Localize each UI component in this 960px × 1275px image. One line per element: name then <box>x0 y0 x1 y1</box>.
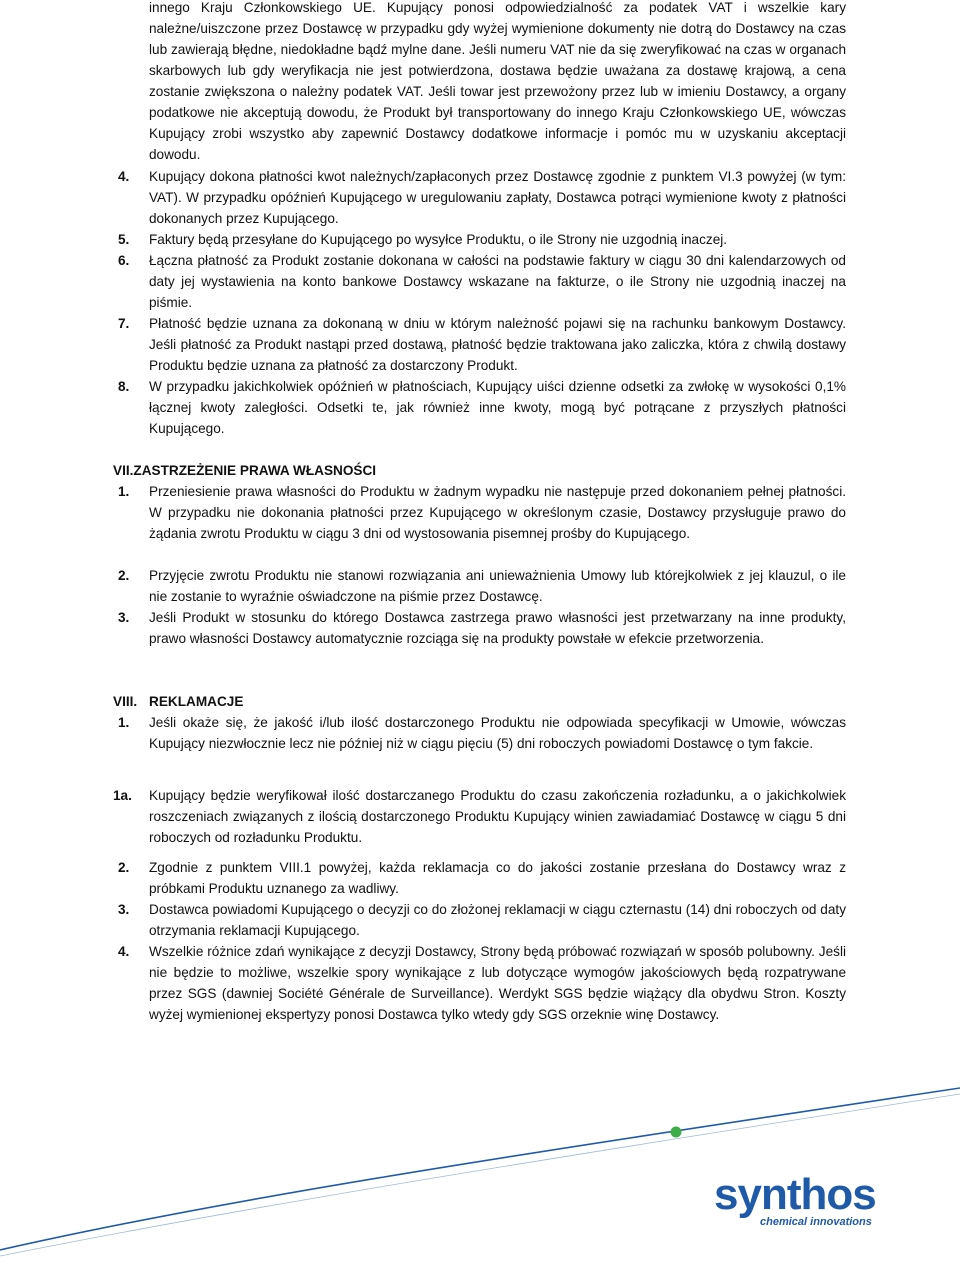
section-heading-viii-number: VIII. <box>113 694 138 709</box>
item-number: 3. <box>118 902 130 917</box>
item-number: 3. <box>118 610 130 625</box>
list-item-text: Dostawca powiadomi Kupującego o decyzji co do złożonej reklamacji w ciągu czternastu (14) dni roboczych od daty otrzymania reklamacji Kupującego. <box>149 902 846 938</box>
list-item-text: Kupujący będzie weryfikował ilość dostarczanego Produktu do czasu zakończenia rozładunku, a o jakichkolwiek roszczeniach związanych z ilością dostarczonego Produktu Kupujący winien zawiadamiać Dostawcę w ciągu 5 dni roboczych od rozładunku Produktu. <box>149 788 846 845</box>
item-number: 1a. <box>113 788 132 803</box>
synthos-logo <box>712 1168 887 1230</box>
intro-paragraph: innego Kraju Członkowskiego UE. Kupujący ponosi odpowiedzialność za podatek VAT i wszelkie kary należne/uiszczone przez Dostawcę w przypadku gdy wyżej wymienione dokumenty nie dotrą do Dostawcy na czas lub zawierają błędne, niedokładne bądź mylne dane. Jeśli numeru VAT nie da się zweryfikować na czas w organach skarbowych lub gdy weryfikacja nie jest potwierdzona, dostawa będzie uważana za dostawę krajową, a cena zostanie zwiększona o należny podatek VAT. Jeśli towar jest przewożony przez lub w imieniu Dostawcy, a organy podatkowe nie akceptują dowodu, że Produkt był transportowany do innego Kraju Członkowskiego UE, wówczas Kupujący zrobi wszystko aby zapewnić Dostawcy dodatkowe informacje i pomóc mu w uzyskaniu akceptacji dowodu. <box>149 0 846 162</box>
logo-tagline: chemical innovations <box>760 1216 872 1228</box>
section-heading-viii-title: REKLAMACJE <box>149 694 244 709</box>
item-number: 5. <box>118 232 130 247</box>
list-item-text: Przyjęcie zwrotu Produktu nie stanowi rozwiązania ani unieważnienia Umowy lub którejkolwiek z jej klauzul, o ile nie zostanie to wyraźnie oświadczone na piśmie przez Dostawcę. <box>149 568 846 604</box>
item-number: 2. <box>118 568 130 583</box>
item-number: 1. <box>118 484 130 499</box>
item-number: 2. <box>118 860 130 875</box>
list-item-text: Faktury będą przesyłane do Kupującego po wysyłce Produktu, o ile Strony nie uzgodnią inaczej. <box>149 232 728 247</box>
list-item-text: Jeśli Produkt w stosunku do którego Dostawca zastrzega prawo własności jest przetwarzany na inne produkty, prawo własności Dostawcy automatycznie rozciąga się na produkty powstałe w efekcie przetworzenia. <box>149 610 846 646</box>
item-number: 8. <box>118 379 130 394</box>
section-heading-vii: VII.ZASTRZEŻENIE PRAWA WŁASNOŚCI <box>113 463 377 478</box>
item-number: 6. <box>118 253 130 268</box>
item-number: 4. <box>118 944 130 959</box>
item-number: 4. <box>118 169 130 184</box>
item-number: 7. <box>118 316 130 331</box>
list-item-text: Wszelkie różnice zdań wynikające z decyzji Dostawcy, Strony będą próbować rozwiązań w sposób polubowny. Jeśli nie będzie to możliwe, wszelkie spory wynikające z lub dotyczące wymogów jakościowych będą rozpatrywane przez SGS (dawniej Société Générale de Surveillance). Werdykt SGS będzie wiążący dla obydwu Stron. Koszty wyżej wymienionej ekspertyzy ponosi Dostawca tylko wtedy gdy SGS orzeknie winę Dostawcy. <box>149 944 846 1022</box>
item-number: 1. <box>118 715 130 730</box>
list-item-text: Płatność będzie uznana za dokonaną w dniu w którym należność pojawi się na rachunku bankowym Dostawcy. Jeśli płatność za Produkt nastąpi przed dostawą, płatność będzie traktowana jako zaliczka, która z chwilą dostawy Produktu będzie uznana za płatność za dostarczony Produkt. <box>149 316 846 373</box>
list-item-text: Jeśli okaże się, że jakość i/lub ilość dostarczonego Produktu nie odpowiada specyfikacji w Umowie, wówczas Kupujący niezwłocznie lecz nie później niż w ciągu pięciu (5) dni roboczych powiadomi Dostawcę o tym fakcie. <box>149 715 846 751</box>
list-item-text: Zgodnie z punktem VIII.1 powyżej, każda reklamacja co do jakości zostanie przesłana do Dostawcy wraz z próbkami Produktu uznanego za wadliwy. <box>149 860 846 896</box>
list-item-text: Łączna płatność za Produkt zostanie dokonana w całości na podstawie faktury w ciągu 30 dni kalendarzowych od daty jej wystawienia na konto bankowe Dostawcy wskazane na fakturze, o ile Strony nie uzgodnią inaczej na piśmie. <box>149 253 846 310</box>
logo-wordmark: synthos <box>714 1170 876 1219</box>
list-item-text: Kupujący dokona płatności kwot należnych/zapłaconych przez Dostawcę zgodnie z punktem VI.3 powyżej (w tym: VAT). W przypadku opóźnień Kupującego w uregulowaniu zapłaty, Dostawca potrąci wymienione kwoty z płatności dokonanych przez Kupującego. <box>149 169 846 226</box>
footer-green-dot <box>671 1127 682 1138</box>
list-item-text: Przeniesienie prawa własności do Produktu w żadnym wypadku nie następuje przed dokonaniem pełnej płatności. W przypadku nie dokonania płatności przez Kupującego w określonym czasie, Dostawcy przysługuje prawo do żądania zwrotu Produktu w ciągu 3 dni od wystosowania pisemnej prośby do Kupującego. <box>149 484 846 541</box>
list-item-text: W przypadku jakichkolwiek opóźnień w płatnościach, Kupujący uiści dzienne odsetki za zwłokę w wysokości 0,1% łącznej kwoty zaległości. Odsetki te, jak również inne kwoty, mogą być potrącane z przyszłych płatności Kupującego. <box>149 379 846 436</box>
